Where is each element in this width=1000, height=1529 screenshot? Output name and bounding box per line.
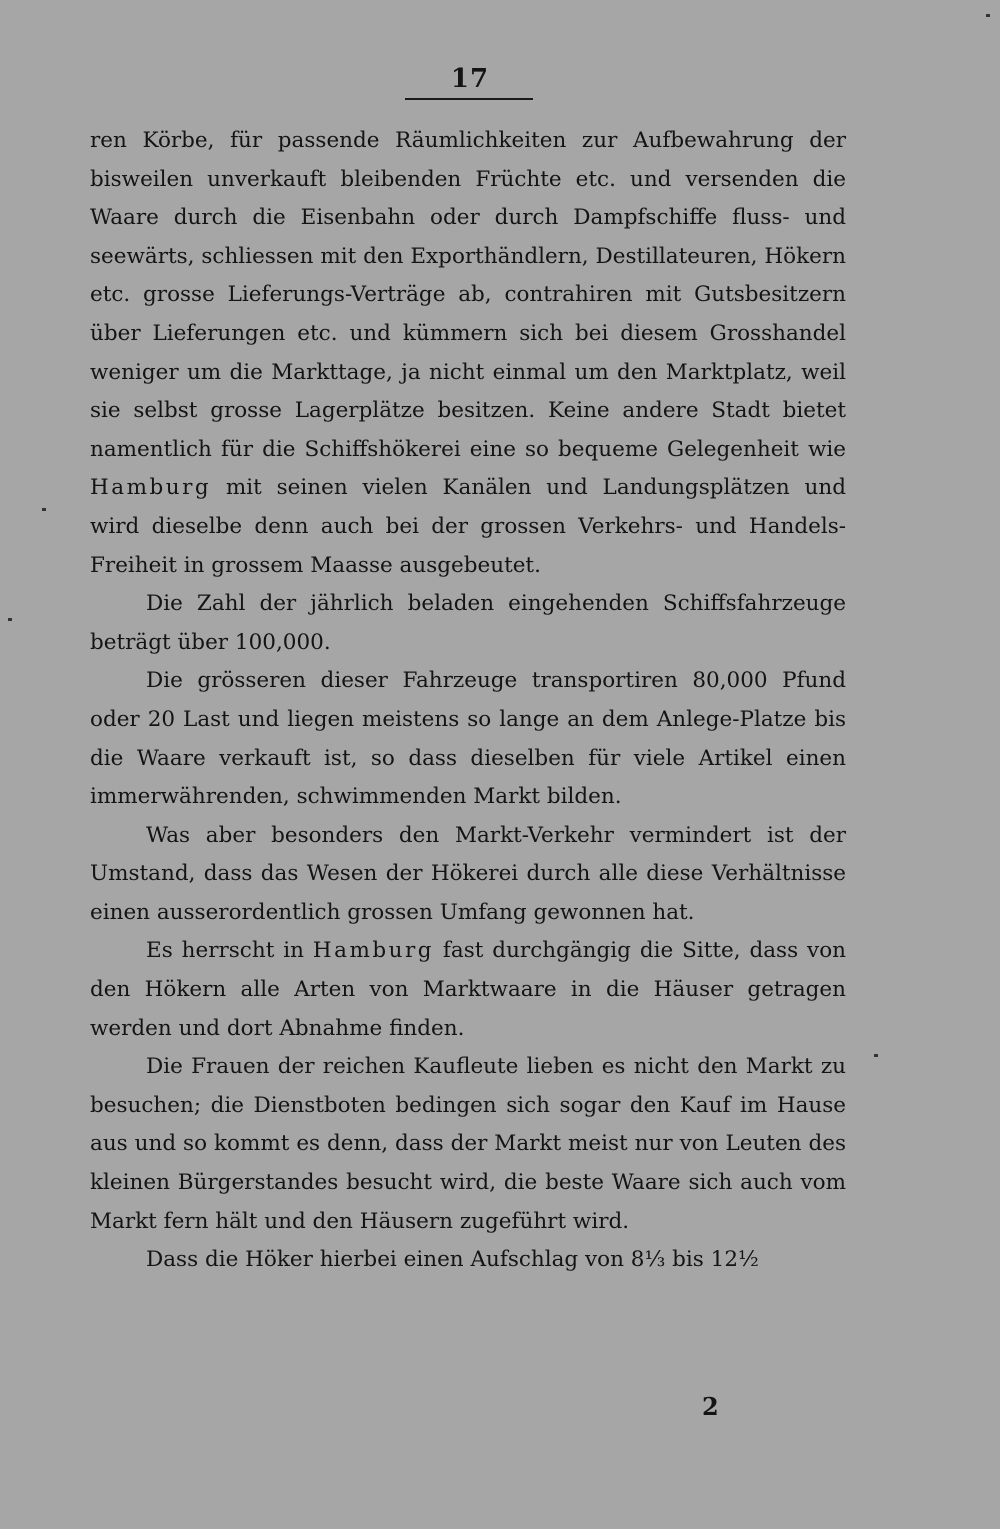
paragraph [90,932,846,1048]
paragraph [90,1241,846,1280]
text-segment: ren Körbe, für passende Räumlichkeiten zur Aufbewahrung der bisweilen unverkauft bleibenden Früchte etc. und versenden die Waare durch die Eisenbahn oder durch Dampfschiffe fluss- und seewärts, schliessen mit den Exporthändlern, Destillateuren, Hökern etc. grosse Lieferungs-Verträge ab, contrahiren mit Gutsbesitzern über Lieferungen etc. und kümmern sich bei diesem Grosshandel weniger um die Markttage, ja nicht einmal um den Marktplatz, weil sie selbst grosse Lagerplätze besitzen. Keine andere Stadt bietet namentlich für die Schiffshökerei eine so bequeme Gelegenheit wie [90,128,846,462]
text-segment: Die Frauen der reichen Kaufleute lieben es nicht den Markt zu besuchen; die Dienstboten bedingen sich sogar den Kauf im Hause aus und so kommt es denn, dass der Markt meist nur von Leuten des kleinen Bürgerstandes besucht wird, die beste Waare sich auch vom Markt fern hält und den Häusern zugeführt wird. [90,1054,846,1234]
text-segment: Es herrscht in [146,938,313,964]
text-segment: Was aber besonders den Markt-Verkehr vermindert ist der Umstand, dass das Wesen der Hökerei durch alle diese Verhältnisse einen ausserordentlich grossen Umfang gewonnen hat. [90,822,846,925]
scan-speck [986,14,990,17]
paragraph [90,817,846,933]
text-segment: Dass die Höker hierbei einen Aufschlag von 8⅓ bis 12½ [146,1247,759,1273]
page-number: 17 [450,64,490,94]
text-segment: Die grösseren dieser Fahrzeuge transportiren 80,000 Pfund oder 20 Last und liegen meistens so lange an dem Anlege-Platze bis die Waare verkauft ist, so dass dieselben für viele Artikel einen immerwährenden, schwimmenden Markt bilden. [90,668,846,810]
scan-speck [42,508,46,511]
body-text [90,122,846,1280]
text-segment: Die Zahl der jährlich beladen eingehenden Schiffsfahrzeuge beträgt über 100,000. [90,591,846,655]
scan-speck [874,1054,878,1057]
place-name: Hamburg [90,475,212,501]
paragraph [90,662,846,816]
paragraph [90,585,846,662]
scan-speck [8,618,12,621]
paragraph [90,122,846,585]
header-rule [405,98,533,100]
signature-mark: 2 [702,1392,719,1421]
text-segment: fast durchgängig die Sitte, dass von den Hökern alle Arten von Marktwaare in die Häuser getragen werden und dort Abnahme finden. [90,938,846,1041]
place-name: Hamburg [312,938,435,964]
paragraph [90,1048,846,1241]
text-segment: mit seinen vielen Kanälen und Landungsplätzen und wird dieselbe denn auch bei der grossen Verkehrs- und Handels-Freiheit in grossem Maasse ausgebeutet. [90,475,846,578]
